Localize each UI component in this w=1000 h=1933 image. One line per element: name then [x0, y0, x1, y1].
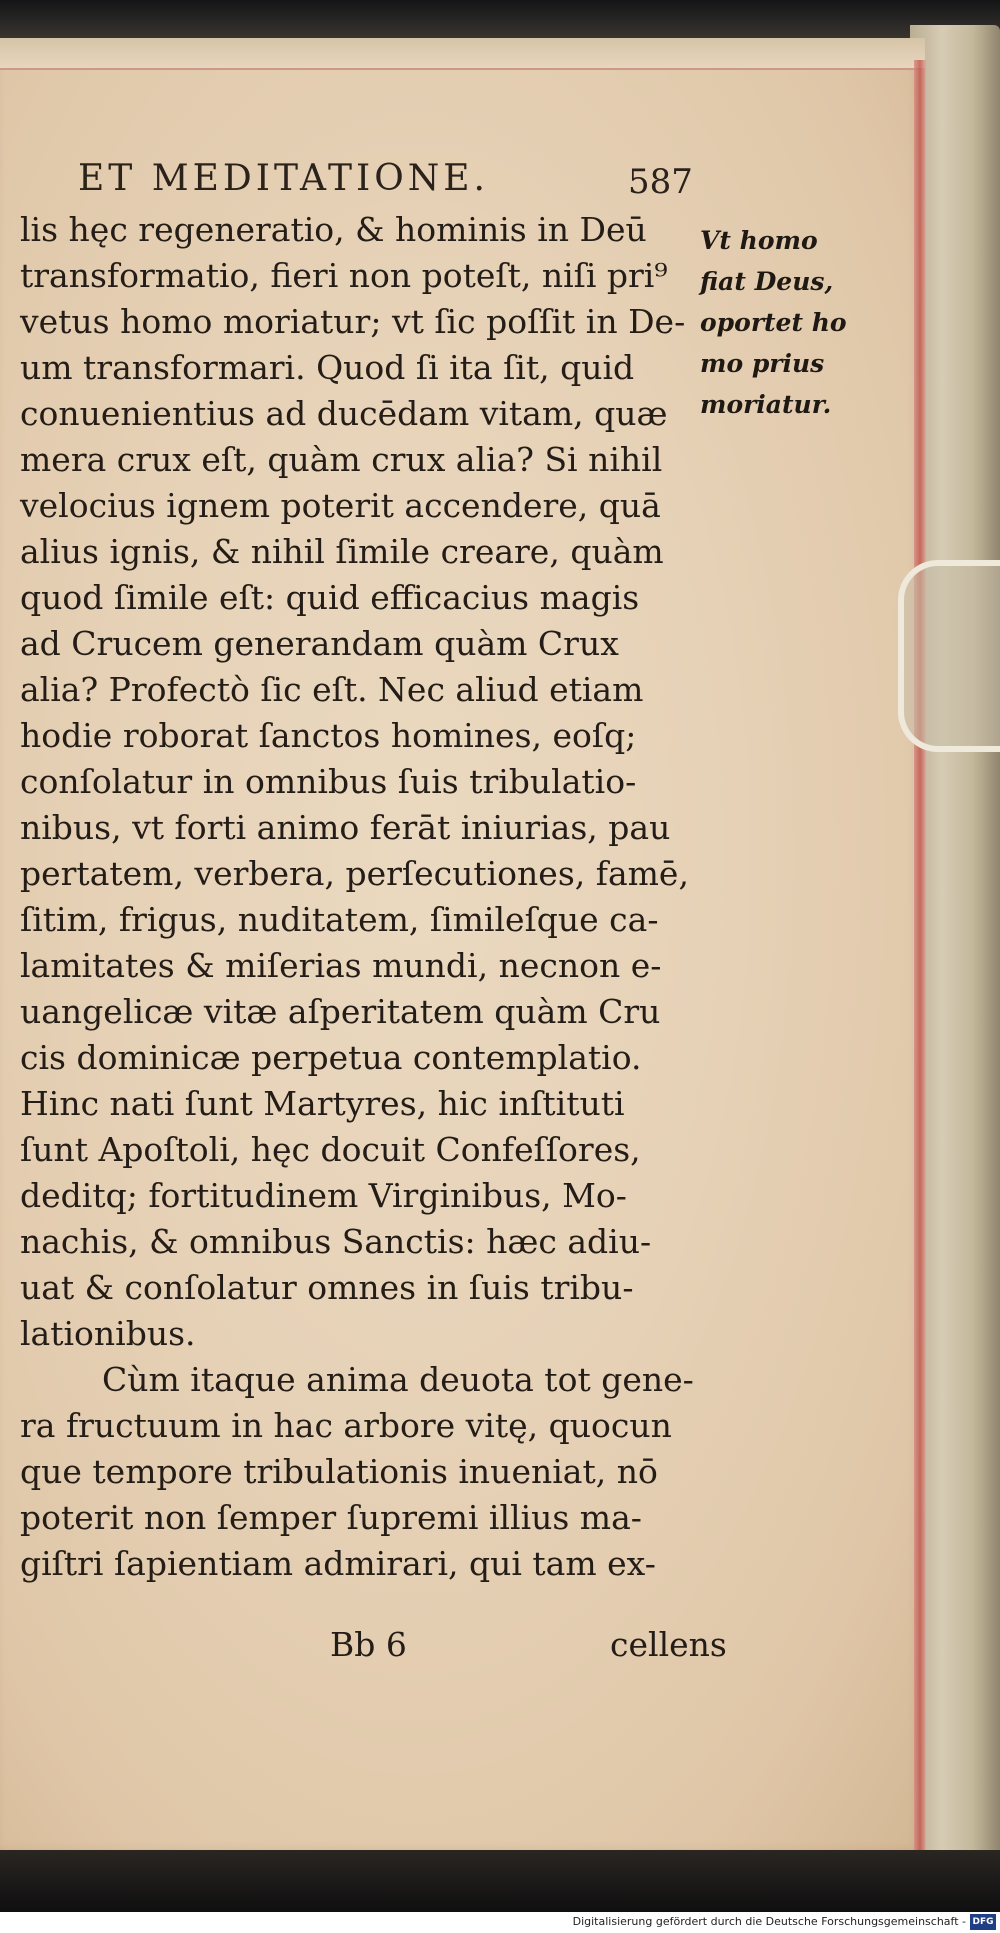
running-head: ET MEDITATIONE.	[78, 158, 489, 199]
signature-mark: Bb 6	[330, 1625, 407, 1664]
text-line: transformatio, fieri non poteſt, niſi pri⁹	[20, 256, 668, 295]
text-line: vetus homo moriatur; vt ſic poſſit in De-	[20, 302, 686, 341]
text-line: lationibus.	[20, 1314, 196, 1353]
marginal-note-line: mo prius	[700, 349, 825, 378]
page-number: 587	[628, 162, 693, 202]
text-line: um transformari. Quod ſi ita ſit, quid	[20, 348, 635, 387]
text-line: Hinc nati ſunt Martyres, hic inſtituti	[20, 1084, 625, 1123]
text-line: alius ignis, & nihil ſimile creare, quàm	[20, 532, 664, 571]
text-line: conſolatur in omnibus ſuis tribulatio-	[20, 762, 637, 801]
text-line: uangelicæ vitæ aſperitatem quàm Cru	[20, 992, 661, 1031]
bottom-shadow	[0, 1850, 1000, 1912]
marginal-note-line: Vt homo	[700, 226, 818, 255]
text-line: Cùm itaque anima deuota tot gene-	[102, 1360, 694, 1399]
text-line: ad Crucem generandam quàm Crux	[20, 624, 619, 663]
text-line: nachis, & omnibus Sanctis: hæc adiu-	[20, 1222, 652, 1261]
text-line: ſunt Apoſtoli, hęc docuit Confeſſores,	[20, 1130, 641, 1169]
text-line: ſitim, frigus, nuditatem, ſimileſque ca-	[20, 900, 659, 939]
credit-text: Digitalisierung gefördert durch die Deutsche Forschungsgemeinschaft -	[572, 1915, 966, 1928]
marginal-note-line: moriatur.	[700, 390, 832, 419]
credit-bar	[0, 1912, 1000, 1933]
text-line: velocius ignem poterit accendere, quā	[20, 486, 661, 525]
dfg-logo-icon: DFG	[970, 1914, 996, 1930]
text-line: quod ſimile eſt: quid efficacius magis	[20, 578, 640, 617]
text-line: giſtri ſapientiam admirari, qui tam ex-	[20, 1544, 656, 1583]
text-line: cis dominicæ perpetua contemplatio.	[20, 1038, 642, 1077]
text-line: hodie roborat ſanctos homines, eoſq;	[20, 716, 637, 755]
text-line: ra fructuum in hac arbore vitę, quocun	[20, 1406, 672, 1445]
clasp-strap	[898, 560, 1000, 752]
text-line: lamitates & miſerias mundi, necnon e-	[20, 946, 662, 985]
main-text	[20, 207, 720, 1587]
text-line: pertatem, verbera, perſecutiones, famē,	[20, 854, 689, 893]
top-shadow	[0, 0, 1000, 40]
text-line: poterit non ſemper ſupremi illius ma-	[20, 1498, 642, 1537]
marginal-note	[700, 220, 905, 425]
marginal-note-line: oportet ho	[700, 308, 847, 337]
text-line: uat & conſolatur omnes in ſuis tribu-	[20, 1268, 634, 1307]
text-line: que tempore tribulationis inueniat, nō	[20, 1452, 658, 1491]
text-line: deditq; fortitudinem Virginibus, Mo-	[20, 1176, 627, 1215]
catchword: cellens	[610, 1625, 727, 1664]
text-line: nibus, vt forti animo ferāt iniurias, pau	[20, 808, 671, 847]
text-line: mera crux eſt, quàm crux alia? Si nihil	[20, 440, 663, 479]
text-line: alia? Profectò ſic eſt. Nec aliud etiam	[20, 670, 644, 709]
text-line: lis hęc regeneratio, & hominis in Deū	[20, 210, 647, 249]
marginal-note-line: fiat Deus,	[700, 267, 834, 296]
text-line: conuenientius ad ducēdam vitam, quæ	[20, 394, 668, 433]
red-page-edge	[914, 60, 926, 1850]
page-top-edge	[0, 38, 925, 70]
